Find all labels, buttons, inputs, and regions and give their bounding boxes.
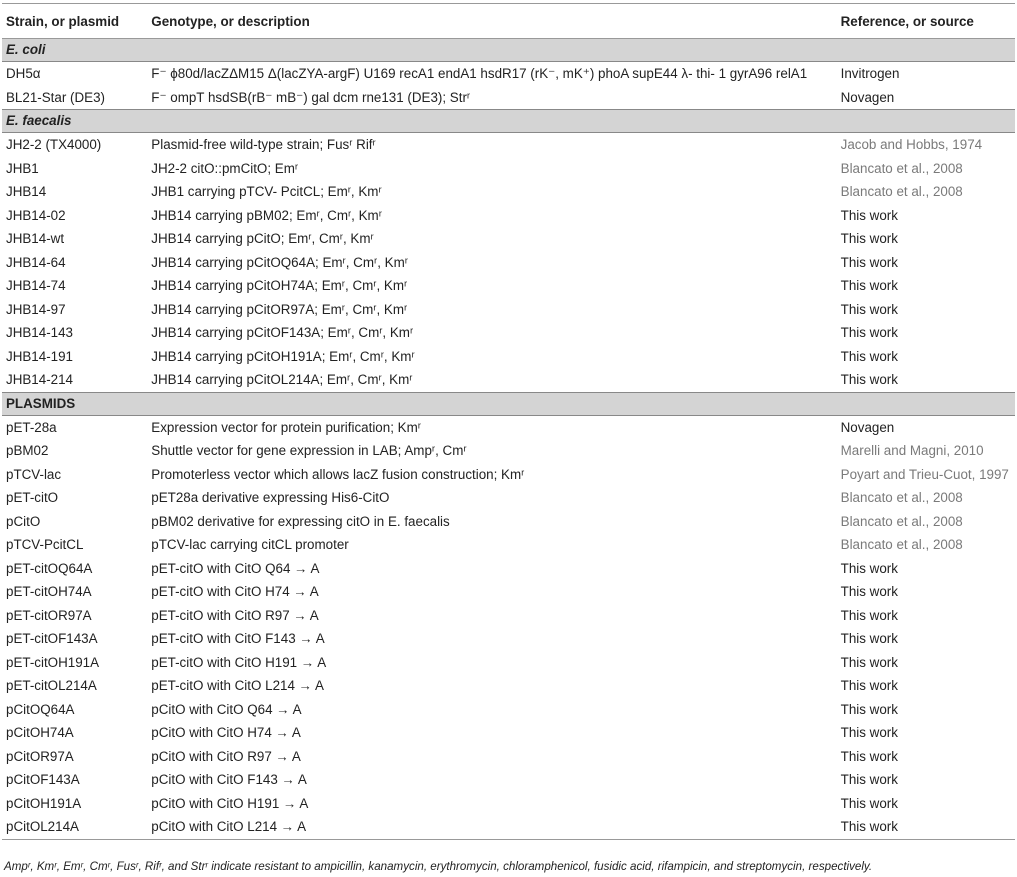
table-row <box>2 463 1015 487</box>
table-row <box>2 651 1015 675</box>
header-genotype: Genotype, or description <box>147 4 836 39</box>
strain-description: JHB14 carrying pBM02; Emʳ, Cmʳ, Kmʳ <box>151 207 382 223</box>
strain-name: JHB14-143 <box>6 325 73 340</box>
plasmid-reference: This work <box>840 725 898 740</box>
section-label: E. faecalis <box>6 113 72 128</box>
strains-plasmids-table <box>2 3 1015 840</box>
strain-reference: Invitrogen <box>840 66 900 81</box>
strain-description: JHB14 carrying pCitOF143A; Emʳ, Cmʳ, Kmʳ <box>151 325 414 340</box>
plasmid-reference: This work <box>840 654 898 670</box>
plasmid-description: pCitO with CitO R97 → A <box>151 748 301 764</box>
plasmid-description: pET-citO with CitO H74 → A <box>151 584 319 599</box>
strain-description: Plasmid-free wild-type strain; Fusʳ Rifʳ <box>151 137 376 152</box>
plasmid-description: pCitO with CitO H191 → A <box>151 795 309 811</box>
plasmid-description: pET-citO with CitO R97 → A <box>151 607 319 623</box>
table-row <box>2 604 1015 628</box>
plasmid-description: pCitO with CitO F143 → A <box>151 772 307 787</box>
section-label: E. coli <box>6 42 46 57</box>
strain-description: JHB1 carrying pTCV- PcitCL; Emʳ, Kmʳ <box>151 184 382 199</box>
plasmid-description: pCitO with CitO H74 → A <box>151 725 301 740</box>
strain-description: JHB14 carrying pCitOH74A; Emʳ, Cmʳ, Kmʳ <box>151 278 408 293</box>
plasmid-reference: This work <box>840 795 898 811</box>
strain-description: JHB14 carrying pCitOH191A; Emʳ, Cmʳ, Kmʳ <box>151 348 415 364</box>
table-row <box>2 792 1015 816</box>
strain-reference: This work <box>840 231 898 246</box>
plasmid-name: pET-citOR97A <box>6 607 92 623</box>
plasmid-reference: Blancato et al., 2008 <box>840 490 963 505</box>
plasmid-description: Shuttle vector for gene expression in LAB; Ampʳ, Cmʳ <box>151 443 467 458</box>
plasmid-name: pCitOH191A <box>6 795 82 811</box>
plasmid-reference: This work <box>840 631 898 646</box>
table-row <box>2 745 1015 769</box>
strain-reference: This work <box>840 372 898 387</box>
strain-description: JHB14 carrying pCitOQ64A; Emʳ, Cmʳ, Kmʳ <box>151 254 408 270</box>
strain-reference: This work <box>840 348 898 364</box>
section-label: PLASMIDS <box>6 395 76 411</box>
plasmid-name: pET-citOL214A <box>6 678 97 693</box>
plasmid-description: pET-citO with CitO H191 → A <box>151 654 327 670</box>
strain-name: JHB14-64 <box>6 254 66 270</box>
table-row <box>2 86 1015 110</box>
strain-name: JHB14-02 <box>6 207 66 223</box>
strain-reference: This work <box>840 301 898 317</box>
header-reference: Reference, or source <box>837 4 1015 39</box>
plasmid-description: pCitO with CitO L214 → A <box>147 815 836 839</box>
table-row <box>2 674 1015 698</box>
strain-reference: This work <box>840 207 898 223</box>
table-row <box>2 62 1015 86</box>
plasmid-description: pET-citO with CitO L214 → A <box>151 678 324 693</box>
table-row <box>2 321 1015 345</box>
table-footnote: Ampʳ, Kmʳ, Emʳ, Cmʳ, Fusʳ, Rifʳ, and Strʳ indicate resistant to ampicillin, kanamycin, erythromycin, chloramphenicol, fusidic acid, rifampicin, and streptomycin, respectively. <box>4 860 873 873</box>
plasmid-name: pTCV-lac <box>6 466 62 482</box>
section-ecoli <box>2 39 1015 62</box>
table-row <box>2 157 1015 181</box>
plasmid-name: pET-citOQ64A <box>6 560 93 576</box>
table-row <box>2 298 1015 322</box>
plasmid-name: pCitOF143A <box>6 772 80 787</box>
plasmid-reference: Poyart and Trieu-Cuot, 1997 <box>840 466 1009 482</box>
table-row <box>2 251 1015 275</box>
plasmid-name: pET-citOH74A <box>6 584 92 599</box>
plasmid-name: pCitOR97A <box>6 748 74 764</box>
strain-description: JHB14 carrying pCitO; Emʳ, Cmʳ, Kmʳ <box>151 231 374 246</box>
plasmid-description: pET-citO with CitO Q64 → A <box>151 560 320 576</box>
strain-description: JHB14 carrying pCitOL214A; Emʳ, Cmʳ, Kmʳ <box>151 372 413 387</box>
strain-name: JHB14-214 <box>6 372 73 387</box>
plasmid-name: pET-citOF143A <box>6 631 98 646</box>
plasmid-name: pBM02 <box>6 443 49 458</box>
strain-description: F⁻ ompT hsdSB(rB⁻ mB⁻) gal dcm rne131 (DE3); Strʳ <box>151 89 471 105</box>
strain-description: F⁻ ϕ80d/lacZΔM15 Δ(lacZYA-argF) U169 recA1 endA1 hsdR17 (rK⁻, mK⁺) phoA supE44 λ- thi- 1 gyrA96 relA1 <box>151 66 808 81</box>
plasmid-reference: Blancato et al., 2008 <box>840 513 963 529</box>
strain-reference: Jacob and Hobbs, 1974 <box>840 137 983 152</box>
plasmid-name: pTCV-PcitCL <box>6 537 84 552</box>
plasmid-description: pET28a derivative expressing His6-CitO <box>151 490 390 505</box>
plasmid-description: pBM02 derivative for expressing citO in E. faecalis <box>151 513 450 529</box>
table-row <box>2 721 1015 745</box>
strain-reference: Blancato et al., 2008 <box>840 160 963 176</box>
plasmid-description: pTCV-lac carrying citCL promoter <box>151 537 349 552</box>
strain-description: JHB14 carrying pCitOR97A; Emʳ, Cmʳ, Kmʳ <box>151 301 408 317</box>
table-row <box>2 815 1015 839</box>
plasmid-reference: This work <box>840 560 898 576</box>
header-strain: Strain, or plasmid <box>2 4 147 39</box>
strain-name: JHB14-74 <box>6 278 66 293</box>
table-row <box>2 345 1015 369</box>
plasmid-name: pET-citOH191A <box>6 654 100 670</box>
strain-reference: Blancato et al., 2008 <box>840 184 963 199</box>
table-row <box>2 486 1015 510</box>
table-row <box>2 533 1015 557</box>
table-row <box>2 274 1015 298</box>
plasmid-description: pCitO with CitO Q64 → A <box>151 701 302 717</box>
strain-reference: This work <box>840 254 898 270</box>
strain-reference: Novagen <box>840 89 895 105</box>
plasmid-reference: This work <box>840 701 898 717</box>
strain-name: JHB14-wt <box>6 231 65 246</box>
plasmid-reference: This work <box>840 772 898 787</box>
table-row <box>2 580 1015 604</box>
plasmid-reference: Marelli and Magni, 2010 <box>840 443 984 458</box>
plasmid-reference: This work <box>840 584 898 599</box>
table-row <box>2 439 1015 463</box>
plasmid-reference: Blancato et al., 2008 <box>840 537 963 552</box>
plasmid-name: pCitOL214A <box>2 815 147 839</box>
table-row <box>2 133 1015 157</box>
table-row <box>2 368 1015 392</box>
strain-name: JHB14-191 <box>6 348 73 364</box>
section-efaecalis <box>2 110 1015 133</box>
plasmid-description: Promoterless vector which allows lacZ fusion construction; Kmʳ <box>151 466 525 482</box>
table-row <box>2 627 1015 651</box>
strain-name: JHB1 <box>6 160 39 176</box>
strain-name: BL21-Star (DE3) <box>6 89 105 105</box>
strain-reference: This work <box>840 278 898 293</box>
section-plasmids <box>2 392 1015 415</box>
plasmid-name: pCitO <box>6 513 41 529</box>
plasmid-name: pCitOQ64A <box>6 701 75 717</box>
plasmid-name: pET-28a <box>6 419 57 435</box>
strain-name: JHB14 <box>6 184 47 199</box>
plasmid-reference: This work <box>840 748 898 764</box>
table-row <box>2 510 1015 534</box>
table-row <box>2 768 1015 792</box>
table-row <box>2 698 1015 722</box>
strain-name: JH2-2 (TX4000) <box>6 137 102 152</box>
plasmid-reference: This work <box>840 678 898 693</box>
plasmid-reference: This work <box>837 815 1015 839</box>
strain-reference: This work <box>840 325 898 340</box>
table-row <box>2 415 1015 439</box>
plasmid-reference: This work <box>840 607 898 623</box>
plasmid-reference: Novagen <box>840 419 895 435</box>
table-row <box>2 204 1015 228</box>
plasmid-description: pET-citO with CitO F143 → A <box>151 631 325 646</box>
plasmid-name: pET-citO <box>6 490 59 505</box>
strain-description: JH2-2 citO::pmCitO; Emʳ <box>151 160 299 176</box>
header-row <box>2 4 1015 39</box>
table-row <box>2 180 1015 204</box>
strain-name: JHB14-97 <box>6 301 66 317</box>
table-row <box>2 557 1015 581</box>
strain-name: DH5α <box>6 66 41 81</box>
plasmid-name: pCitOH74A <box>6 725 74 740</box>
plasmid-description: Expression vector for protein purification; Kmʳ <box>151 419 421 435</box>
table-row <box>2 227 1015 251</box>
